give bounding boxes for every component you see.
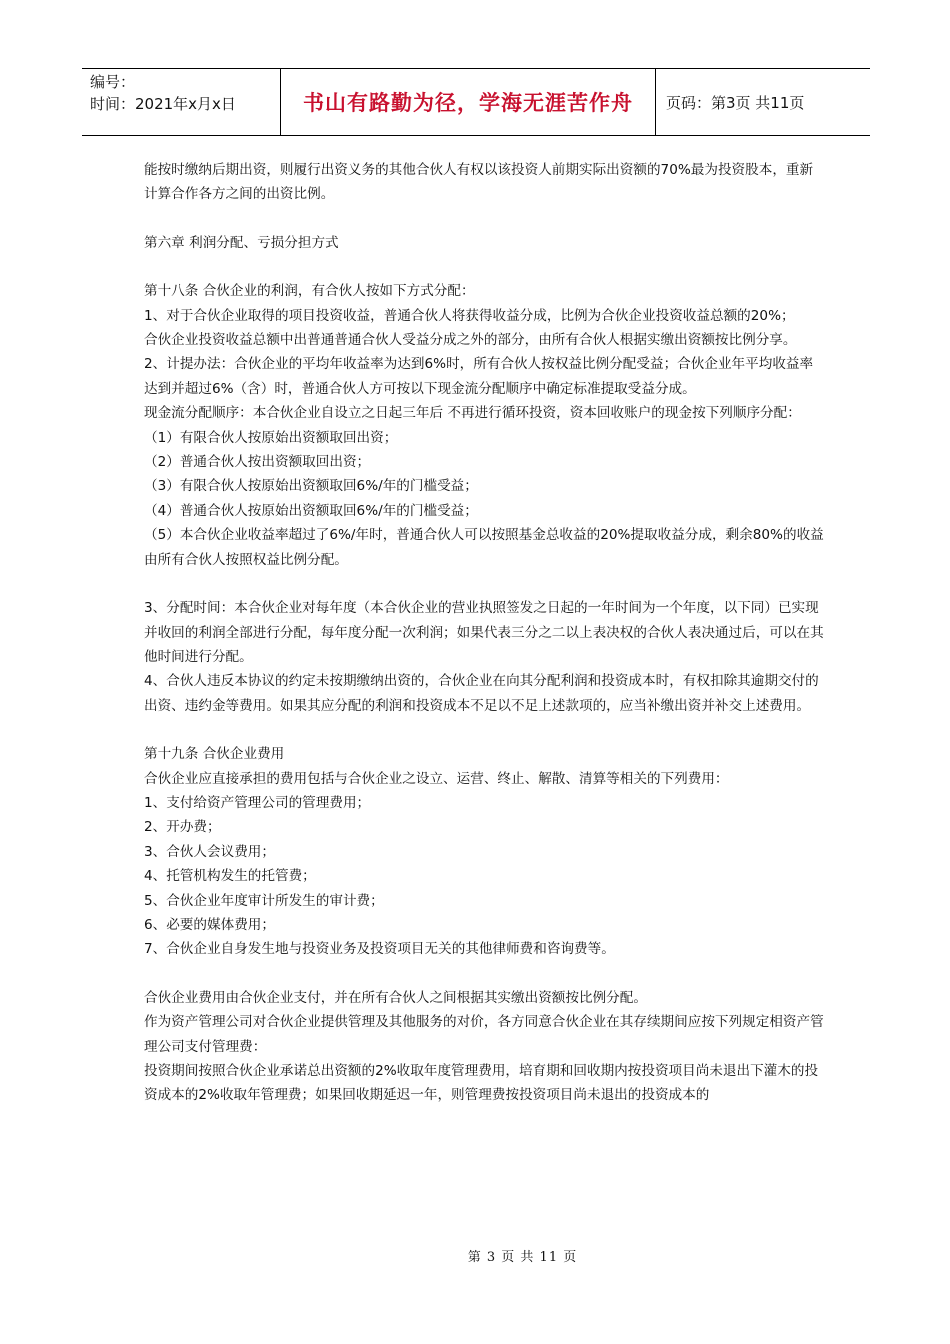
article-18-clause-1b: 合伙企业投资收益总额中出普通普通合伙人受益分成之外的部分，由所有合伙人根据实缴出资额按比例分享。 <box>144 332 797 349</box>
page-header <box>82 68 870 136</box>
fee-payment-paragraph: 合伙企业费用由合伙企业支付，并在所有合伙人之间根据其实缴出资额按比例分配。 <box>144 989 647 1006</box>
fee-item: 2、开办费； <box>144 819 221 836</box>
document-body <box>144 158 824 1108</box>
article-18-heading: 第十八条 合伙企业的利润，有合伙人按如下方式分配： <box>144 283 475 300</box>
document-date-label: 时间：2021年x月x日 <box>90 95 236 113</box>
fee-item: 7、合伙企业自身发生地与投资业务及投资项目无关的其他律师费和咨询费等。 <box>144 941 615 958</box>
cashflow-item-3: （3）有限合伙人按原始出资额取回6%/年的门槛受益； <box>144 478 478 495</box>
article-19-heading: 第十九条 合伙企业费用 <box>144 746 285 763</box>
management-fee-detail: 投资期间按照合伙企业承诺总出资额的2%收取年度管理费用，培育期和回收期内按投资项目尚未退出下灌木的投资成本的2%收取年管理费；如果回收期延迟一年，则管理费按投资项目尚未退出的投资成本的 <box>144 1063 819 1104</box>
cashflow-item-4: （4）普通合伙人按原始出资额取回6%/年的门槛受益； <box>144 502 478 519</box>
header-motto: 书山有路勤为径，学海无涯苦作舟 <box>280 69 656 135</box>
cashflow-order: 现金流分配顺序：本合伙企业自设立之日起三年后 不再进行循环投资，资本回收账户的现金按下列顺序分配： <box>144 405 801 422</box>
paragraph-continuation: 能按时缴纳后期出资，则履行出资义务的其他合伙人有权以该投资人前期实际出资额的70%最为投资股本，重新计算合作各方之间的出资比例。 <box>144 162 814 203</box>
article-18-clause-3: 3、分配时间：本合伙企业对每年度（本合伙企业的营业执照签发之日起的一年时间为一个年度，以下同）已实现并收回的利润全部进行分配，每年度分配一次利润；如果代表三分之二以上表决权的合伙人表决通过后，可以在其他时间进行分配。 <box>144 600 824 665</box>
fee-item: 3、合伙人会议费用； <box>144 843 275 860</box>
header-page-label: 页码：第3页 共11页 <box>666 93 805 112</box>
document-number-label: 编号： <box>90 73 136 91</box>
fee-item: 4、托管机构发生的托管费； <box>144 868 316 885</box>
cashflow-item-1: （1）有限合伙人按原始出资额取回出资； <box>144 429 398 446</box>
fee-item: 6、必要的媒体费用； <box>144 916 275 933</box>
article-18-clause-2: 2、计提办法：合伙企业的平均年收益率为达到6%时，所有合伙人按权益比例分配受益；合伙企业年平均收益率达到并超过6%（含）时，普通合伙人方可按以下现金流分配顺序中确定标准提取受益分成。 <box>144 356 814 397</box>
chapter-heading: 第六章 利润分配、亏损分担方式 <box>144 234 339 251</box>
cashflow-item-2: （2）普通合伙人按出资额取回出资； <box>144 454 371 471</box>
footer-page-number: 第 3 页 共 11 页 <box>467 1250 578 1265</box>
cashflow-item-5: （5）本合伙企业收益率超过了6%/年时，普通合伙人可以按照基金总收益的20%提取收益分成，剩余80%的收益由所有合伙人按照权益比例分配。 <box>144 527 824 568</box>
fee-item: 1、支付给资产管理公司的管理费用； <box>144 794 371 811</box>
header-meta <box>82 69 280 135</box>
page-footer <box>0 1246 950 1265</box>
management-fee-paragraph: 作为资产管理公司对合伙企业提供管理及其他服务的对价，各方同意合伙企业在其存续期间应按下列规定相资产管理公司支付管理费： <box>144 1014 824 1055</box>
article-18-clause-1: 1、对于合伙企业取得的项目投资收益，普通合伙人将获得收益分成，比例为合伙企业投资收益总额的20%； <box>144 307 795 324</box>
article-19-intro: 合伙企业应直接承担的费用包括与合伙企业之设立、运营、终止、解散、清算等相关的下列费用： <box>144 770 729 787</box>
article-18-clause-4: 4、合伙人违反本协议的约定未按期缴纳出资的，合伙企业在向其分配利润和投资成本时，有权扣除其逾期交付的出资、违约金等费用。如果其应分配的利润和投资成本不足以不足上述款项的，应当补缴出资并补交上述费用。 <box>144 673 819 714</box>
fee-item: 5、合伙企业年度审计所发生的审计费； <box>144 892 384 909</box>
